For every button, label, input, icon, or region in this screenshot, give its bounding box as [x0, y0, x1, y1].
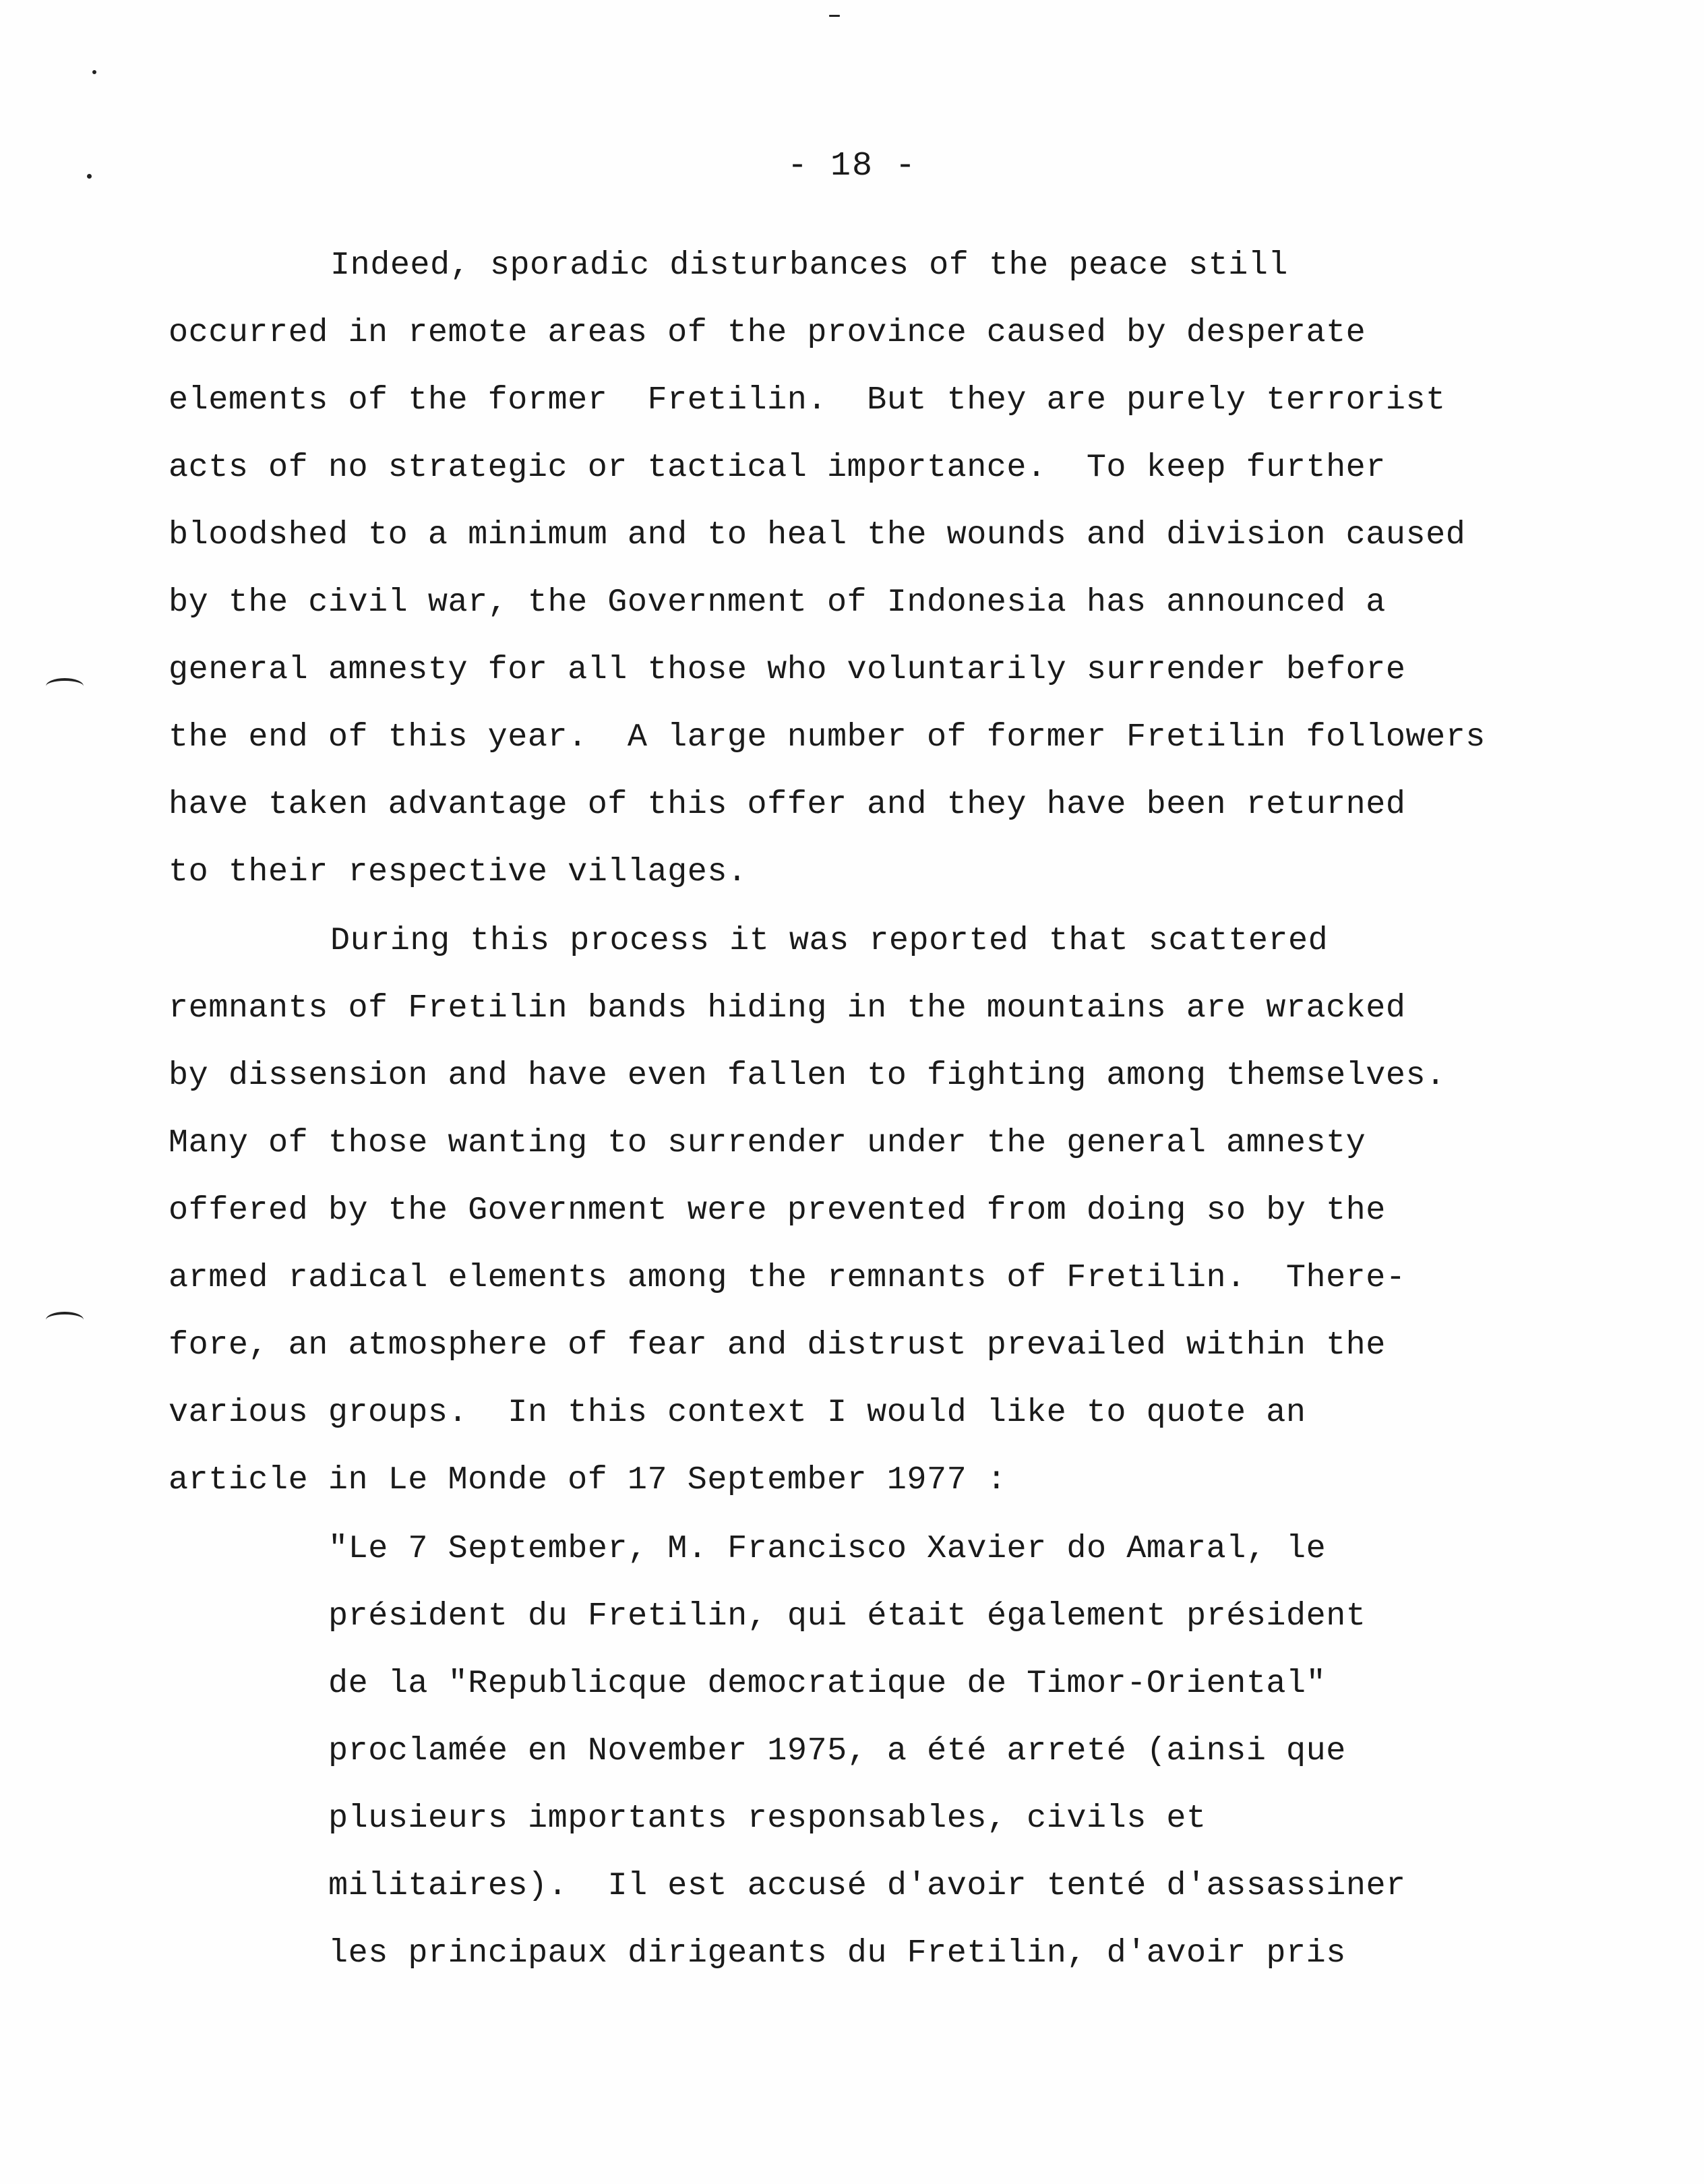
paragraph-1-line-7: general amnesty for all those who voluntarily surrender before: [169, 651, 1406, 688]
paragraph-1-line-10: to their respective villages.: [169, 853, 748, 890]
paragraph-2-line-5: offered by the Government were prevented from doing so by the: [169, 1192, 1386, 1229]
quote-line-3: de la "Republicque democratique de Timor-Oriental": [328, 1665, 1327, 1702]
paragraph-2-line-3: by dissension and have even fallen to fighting among themselves.: [169, 1057, 1446, 1094]
scan-speck: [829, 15, 840, 17]
paragraph-2-line-8: various groups. In this context I would like to quote an: [169, 1394, 1306, 1431]
quote-line-4: proclamée en November 1975, a été arreté (ainsi que: [328, 1732, 1346, 1769]
page-number: - 18 -: [787, 147, 917, 185]
paragraph-2-line-1: During this process it was reported that scattered: [330, 922, 1329, 959]
quote-line-2: président du Fretilin, qui était également président: [328, 1598, 1366, 1635]
quote-line-7: les principaux dirigeants du Fretilin, d'avoir pris: [328, 1935, 1346, 1972]
paragraph-2-line-6: armed radical elements among the remnants of Fretilin. There-: [169, 1259, 1406, 1296]
paragraph-1-line-6: by the civil war, the Government of Indonesia has announced a: [169, 584, 1386, 621]
punch-hole-mark: [46, 1312, 84, 1328]
paragraph-2-line-9: article in Le Monde of 17 September 1977 :: [169, 1461, 1007, 1498]
paragraph-1-line-2: occurred in remote areas of the province caused by desperate: [169, 314, 1366, 351]
quote-line-1: "Le 7 September, M. Francisco Xavier do Amaral, le: [328, 1530, 1327, 1567]
paragraph-1-line-5: bloodshed to a minimum and to heal the wounds and division caused: [169, 516, 1466, 553]
paragraph-2-line-2: remnants of Fretilin bands hiding in the mountains are wracked: [169, 990, 1406, 1027]
quote-line-6: militaires). Il est accusé d'avoir tenté d'assassiner: [328, 1867, 1406, 1904]
paragraph-1-line-8: the end of this year. A large number of former Fretilin followers: [169, 719, 1486, 756]
paragraph-2-line-4: Many of those wanting to surrender under the general amnesty: [169, 1124, 1366, 1161]
paragraph-1-line-1: Indeed, sporadic disturbances of the peace still: [330, 247, 1289, 284]
paragraph-1-line-3: elements of the former Fretilin. But they are purely terrorist: [169, 382, 1446, 419]
paragraph-2-line-7: fore, an atmosphere of fear and distrust prevailed within the: [169, 1327, 1386, 1364]
scan-speck: [87, 174, 92, 179]
scan-speck: [92, 70, 96, 74]
punch-hole-mark: [46, 678, 84, 694]
paragraph-1-line-4: acts of no strategic or tactical importance. To keep further: [169, 449, 1386, 486]
quote-line-5: plusieurs importants responsables, civils et: [328, 1800, 1207, 1837]
paragraph-1-line-9: have taken advantage of this offer and they have been returned: [169, 786, 1406, 823]
